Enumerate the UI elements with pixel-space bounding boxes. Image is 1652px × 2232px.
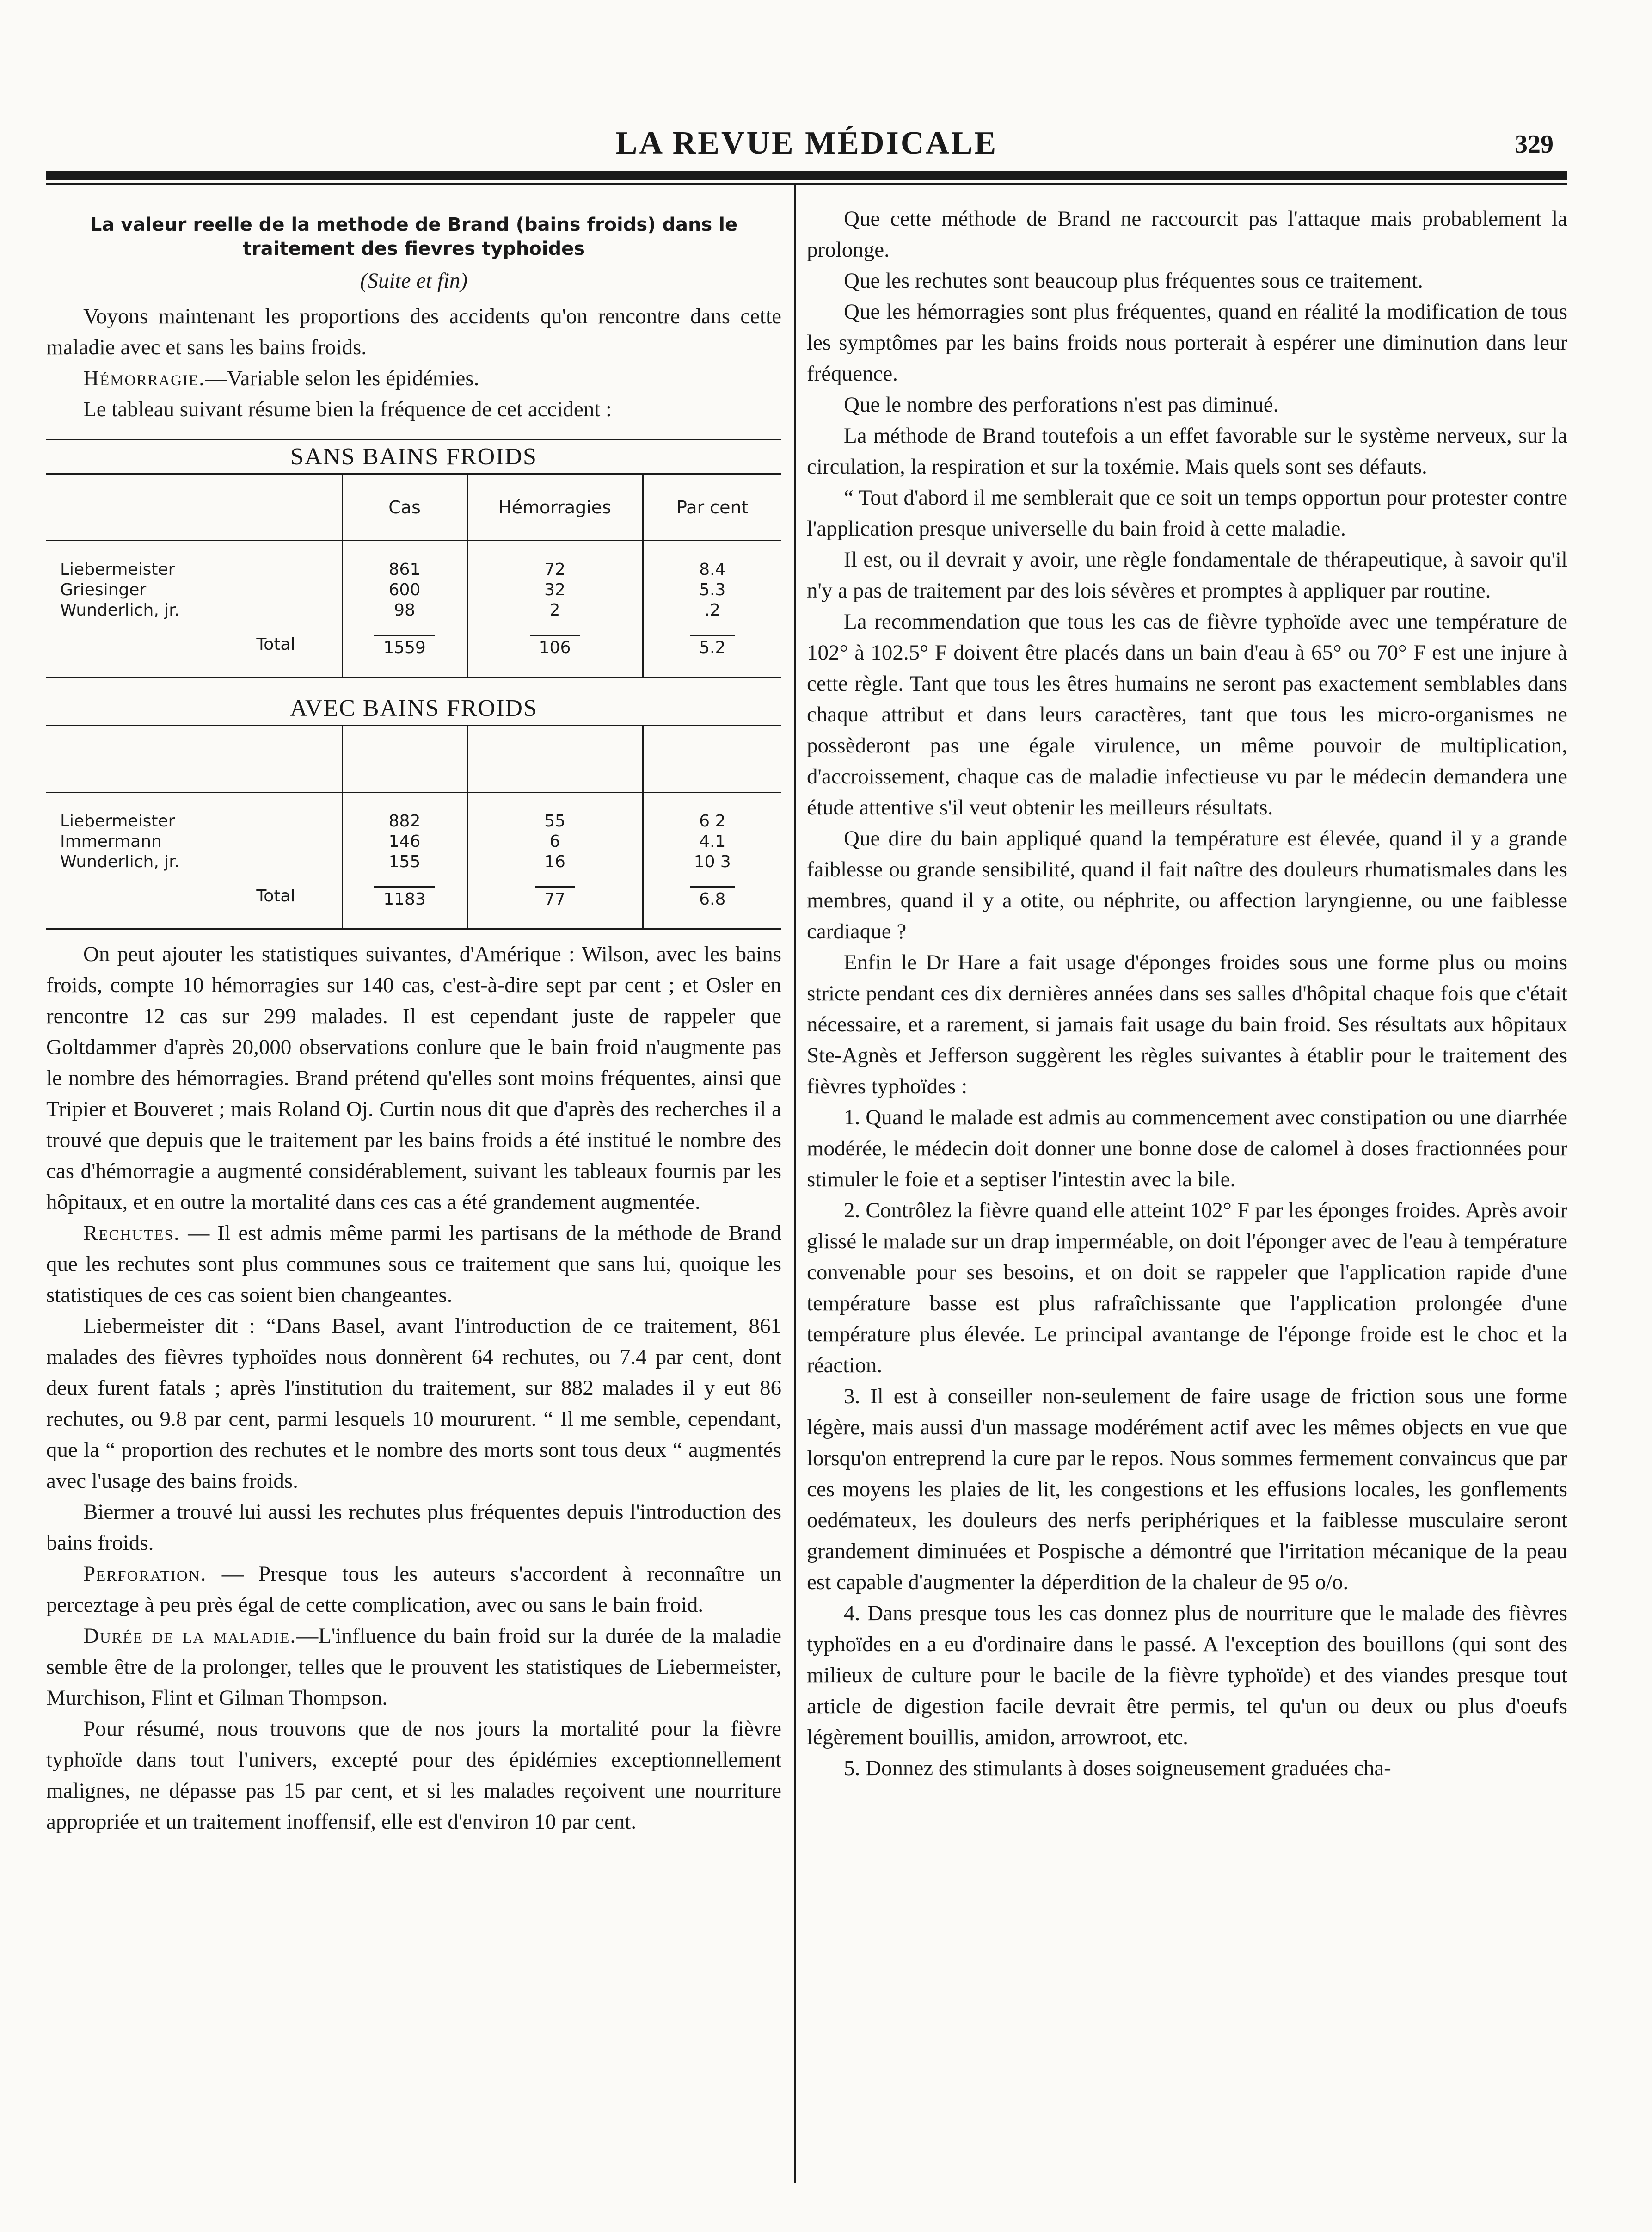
- table-cell: 1183: [374, 886, 435, 910]
- paragraph: 4. Dans presque tous les cas donnez plus de nourriture que le malade des fièvres typhoïdes en a eu d'ordinaire dans le passé. A l'exception des bouillons (qui sont des milieux de culture pour le bacile de la fièvre typhoïde) et des viandes presque tout article de digestion facile devrait être permis, tel qu'un ou deux ou plus d'oeufs légèrement bouillis, amidon, arrowroot, etc.: [807, 1601, 1567, 1749]
- table-cell: Total: [256, 635, 295, 654]
- column-divider: [794, 185, 796, 2183]
- table-total-row: [46, 872, 781, 928]
- table-cell: 98: [394, 601, 415, 620]
- table-cell: 10 3: [694, 852, 731, 871]
- header-rule: [46, 171, 1567, 180]
- section-label: Hémorragie.: [83, 366, 205, 390]
- table-header: Hémorragies: [467, 475, 643, 540]
- table-header: [643, 726, 781, 792]
- page-header: [46, 125, 1567, 166]
- table-cell: 32: [544, 580, 565, 599]
- section-label: Durée de la maladie.: [83, 1624, 297, 1648]
- table-cell: Liebermeister: [60, 812, 175, 831]
- paragraph: 1. Quand le malade est admis au commencement avec constipation ou une diarrhée modérée, le médecin doit donner une bonne dose de calomel à doses fractionnées pour stimuler le foie et a septiser l'intestin avec la bile.: [807, 1105, 1567, 1191]
- table-cell: Wunderlich, jr.: [60, 601, 180, 620]
- paragraph: 2. Contrôlez la fièvre quand elle atteint 102° F par les éponges froides. Après avoir glissé le malade sur un drap imperméable, on doit l'éponger avec de l'eau à température convenable pour ses besoins, et on doit se rappeler que l'application rapide d'une température basse est plus rafraîchissante que l'application prolongée d'une température plus élevée. Le principal avantange de l'éponge froide est le choc et la réaction.: [807, 1198, 1567, 1377]
- page-number: 329: [1515, 130, 1554, 159]
- article-title: La valeur reelle de la methode de Brand (bains froids) dans le traitement des fievres typhoides: [90, 214, 738, 259]
- paragraph: On peut ajouter les statistiques suivantes, d'Amérique : Wilson, avec les bains froids, compte 10 hémorragies sur 140 cas, c'est-à-dire sept par cent ; et Osler en rencontre 12 cas sur 299 malades. Il est cependant juste de rappeler que Goltdammer d'après 20,000 observations conlure que le bain froid n'augmente pas le nombre des hémorragies. Brand prétend qu'elles sont moins fréquentes, ainsi que Tripier et Bouveret ; mais Roland Oj. Curtin nous dit que d'après des recherches il a trouvé que depuis que le traitement par les bains froids a été institué le nombre des cas d'hémorragie a augmenté considérablement, suivant les tableaux fournis par les hôpitaux, et en outre la mortalité dans ces cas a été grandement augmentée.: [46, 942, 781, 1214]
- table-cell: 6 2: [699, 812, 726, 831]
- header-rule-thin: [46, 183, 1567, 185]
- right-column: [807, 203, 1567, 1784]
- left-column: [46, 203, 781, 1837]
- table-cell: 146: [388, 832, 421, 851]
- table-cell: 5.3: [699, 580, 726, 599]
- table-caption: SANS BAINS FROIDS: [290, 444, 537, 470]
- table-cell: 600: [388, 580, 421, 599]
- paragraph: [46, 1559, 781, 1621]
- paragraph-text: — Il est admis même parmi les partisans de la méthode de Brand que les rechutes sont plus communes sous ce traitement que sans lui, quoique les statistiques de ces cas soient bien changeantes.: [46, 1221, 781, 1307]
- table-cell: 861: [388, 560, 421, 579]
- table-cell: 6: [549, 832, 560, 851]
- paragraph: “ Tout d'abord il me semblerait que ce soit un temps opportun pour protester contre l'application presque universelle du bain froid à cette maladie.: [807, 486, 1567, 541]
- table-cell: 5.2: [690, 635, 735, 658]
- table-header: [467, 726, 643, 792]
- paragraph: Liebermeister dit : “Dans Basel, avant l'introduction de ce traitement, 861 malades des fièvres typhoïdes nous donnèrent 64 rechutes, ou 7.4 par cent, dont deux furent fatals ; après l'institution du traitement, sur 882 malades il y eut 86 rechutes, ou 9.8 par cent, parmi lesquels 10 moururent. “ Il me semble, cependant, que la “ proportion des rechutes et le nombre des morts sont tous deux “ augmentés avec l'usage des bains froids.: [46, 1314, 781, 1493]
- paragraph: Enfin le Dr Hare a fait usage d'éponges froides sous une forme plus ou moins stricte pendant ces dix dernières années dans ses salles d'hôpital chaque fois que c'était nécessaire, et a rarement, si jamais fait usage du bain froid. Ses résultats aux hôpitaux Ste-Agnès et Jefferson suggèrent les règles suivantes à établir pour le traitement des fièvres typhoïdes :: [807, 950, 1567, 1098]
- paragraph: Biermer a trouvé lui aussi les rechutes plus fréquentes depuis l'introduction des bains froids.: [46, 1500, 781, 1555]
- table-cell: .2: [704, 601, 720, 620]
- table-cell: 6.8: [690, 886, 735, 910]
- table-cell: 1559: [374, 635, 435, 658]
- paragraph-text: — Presque tous les auteurs s'accordent à reconnaître un perceztage à peu près égal de cette complication, avec ou sans le bain froid.: [46, 1562, 781, 1617]
- section-label: Perforation.: [83, 1562, 207, 1586]
- table-cell: 16: [544, 852, 565, 871]
- table-header: Par cent: [643, 475, 781, 540]
- paragraph: Que dire du bain appliqué quand la température est élevée, quand il y a grande faiblesse ou grande sensibilité, quand il fait naître des douleurs rhumatismales dans les membres, quand il y a otite, ou néphrite, ou affection laryngienne, ou une faiblesse cardiaque ?: [807, 826, 1567, 943]
- paragraph: [46, 1621, 781, 1714]
- paragraph: Voyons maintenant les proportions des accidents qu'on rencontre dans cette maladie avec et sans les bains froids.: [46, 304, 781, 359]
- paragraph: Que les hémorragies sont plus fréquentes, quand en réalité la modification de tous les symptômes par les bains froids nous porterait à espérer une diminution dans leur fréquence.: [807, 300, 1567, 386]
- table-sans-bains: [46, 439, 781, 678]
- table-cell: Immermann: [60, 832, 162, 851]
- paragraph-text: —L'influence du bain froid sur la durée de la maladie semble être de la prolonger, telles que le prouvent les statistiques de Liebermeister, Murchison, Flint et Gilman Thompson.: [46, 1624, 781, 1710]
- table-cell: 4.1: [699, 832, 726, 851]
- paragraph: Le tableau suivant résume bien la fréquence de cet accident :: [83, 397, 612, 421]
- table-cell: Wunderlich, jr.: [60, 852, 180, 871]
- table-cell: 155: [388, 852, 421, 871]
- table-cell: 106: [530, 635, 580, 658]
- table-cell: Liebermeister: [60, 560, 175, 579]
- paragraph: Que le nombre des perforations n'est pas diminué.: [844, 393, 1279, 417]
- paragraph: Que les rechutes sont beaucoup plus fréquentes sous ce traitement.: [844, 269, 1423, 293]
- paragraph: [46, 363, 781, 394]
- table-rule: [46, 677, 781, 678]
- table-header: Cas: [342, 475, 467, 540]
- table-cell: 55: [544, 812, 565, 831]
- table-cell: Griesinger: [60, 580, 147, 599]
- table-caption: AVEC BAINS FROIDS: [290, 695, 538, 721]
- table-row: [46, 793, 781, 872]
- table-cell: 72: [544, 560, 565, 579]
- paragraph: Que cette méthode de Brand ne raccourcit pas l'attaque mais probablement la prolonge.: [807, 207, 1567, 262]
- table-cell: Total: [256, 887, 295, 906]
- paragraph-text: —Variable selon les épidémies.: [205, 366, 479, 390]
- paragraph: 5. Donnez des stimulants à doses soigneusement graduées cha-: [844, 1756, 1391, 1780]
- table-total-row: [46, 621, 781, 677]
- paragraph: La recommendation que tous les cas de fièvre typhoïde avec une température de 102° à 102.5° F doivent être placés dans un bain d'eau à 65° ou 70° F est une injure à cette règle. Tant que tous les êtres humains ne seront pas exactement semblables dans chaque attribut et dans leurs caractères, tant que tous les micro-organismes ne possèderont pas une égale virulence, un même pouvoir de multiplication, d'accroissement, chaque cas de maladie infectieuse vu par le médecin demandera une étude attentive s'il veut obtenir les meilleurs résultats.: [807, 610, 1567, 820]
- journal-title: LA REVUE MÉDICALE: [615, 125, 998, 161]
- table-cell: 8.4: [699, 560, 726, 579]
- section-label: Rechutes.: [83, 1221, 180, 1245]
- paragraph: Pour résumé, nous trouvons que de nos jours la mortalité pour la fièvre typhoïde dans tout l'univers, excepté pour des épidémies exceptionnellement malignes, ne dépasse pas 15 par cent, et si les malades reçoivent une nourriture appropriée et un traitement inoffensif, elle est d'environ 10 par cent.: [46, 1717, 781, 1834]
- table-rule: [46, 928, 781, 930]
- paragraph: La méthode de Brand toutefois a un effet favorable sur le système nerveux, sur la circulation, la respiration et sur la toxémie. Mais quels sont ses défauts.: [807, 424, 1567, 479]
- table-avec-bains: [46, 692, 781, 930]
- article-subtitle: (Suite et fin): [360, 269, 468, 293]
- table-row: [46, 541, 781, 621]
- table-cell: 77: [535, 886, 575, 910]
- table-cell: 882: [388, 812, 421, 831]
- paragraph: Il est, ou il devrait y avoir, une règle fondamentale de thérapeutique, à savoir qu'il n'y a pas de traitement par des lois sévères et promptes à appliquer par routine.: [807, 548, 1567, 603]
- table-header: [46, 726, 342, 792]
- table-header: [46, 475, 342, 540]
- table-header: [342, 726, 467, 792]
- table-cell: 2: [549, 601, 560, 620]
- paragraph: 3. Il est à conseiller non-seulement de faire usage de friction sous une forme légère, mais aussi d'un massage modérément actif avec les mêmes objects en vue que lorsqu'on entreprend la cure par le repos. Nous sommes fermement convaincus que par ces moyens les plaies de lit, les congestions et les effusions locales, les gonflements oedémateux, les douleurs des nerfs periphériques et la faiblesse musculaire seront grandement diminuées et Pospische a démontré que l'irritation mécanique de la peau est capable d'augmenter la déperdition de la chaleur de 95 o/o.: [807, 1384, 1567, 1594]
- paragraph: [46, 1218, 781, 1311]
